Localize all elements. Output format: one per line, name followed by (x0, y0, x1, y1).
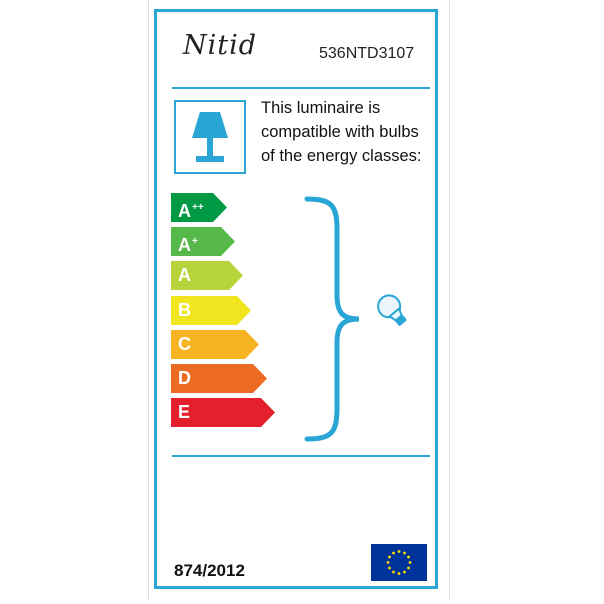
bottom-divider (172, 455, 430, 457)
lamp-icon (176, 102, 244, 172)
class-sup: ++ (192, 202, 204, 213)
compat-line: This luminaire is (261, 99, 381, 117)
model-code: 536NTD3107 (319, 45, 415, 62)
lamp-icon-box (174, 100, 246, 174)
eu-star (392, 552, 395, 555)
eu-star (403, 571, 406, 574)
class-letter: E (178, 402, 191, 423)
regulation-number: 874/2012 (174, 561, 245, 580)
eu-star (388, 556, 391, 559)
class-letter: A (178, 265, 191, 286)
eu-star (407, 556, 410, 559)
eu-star (409, 561, 412, 564)
eu-star (407, 567, 410, 570)
compat-line: compatible with bulbs (261, 123, 419, 141)
eu-star (387, 561, 390, 564)
eu-stars (371, 544, 427, 581)
eu-star (398, 550, 401, 553)
class-letter: A (178, 201, 191, 221)
brand-logo: Nitid (183, 30, 258, 61)
eu-star (392, 571, 395, 574)
energy-label (154, 9, 438, 589)
compatibility-text (261, 96, 441, 168)
class-letter: C (178, 333, 191, 354)
class-sup: + (192, 236, 198, 248)
top-divider (172, 87, 430, 89)
eu-star (403, 552, 406, 555)
class-letter: D (178, 367, 191, 388)
compat-line: of the energy classes: (261, 147, 422, 165)
eu-star (388, 567, 391, 570)
class-letter: B (178, 299, 191, 320)
class-letter: A (178, 235, 191, 256)
eu-star (398, 572, 401, 575)
curly-brace-icon (303, 195, 363, 445)
eu-flag-icon (371, 544, 427, 581)
bulb-icon (371, 289, 415, 333)
